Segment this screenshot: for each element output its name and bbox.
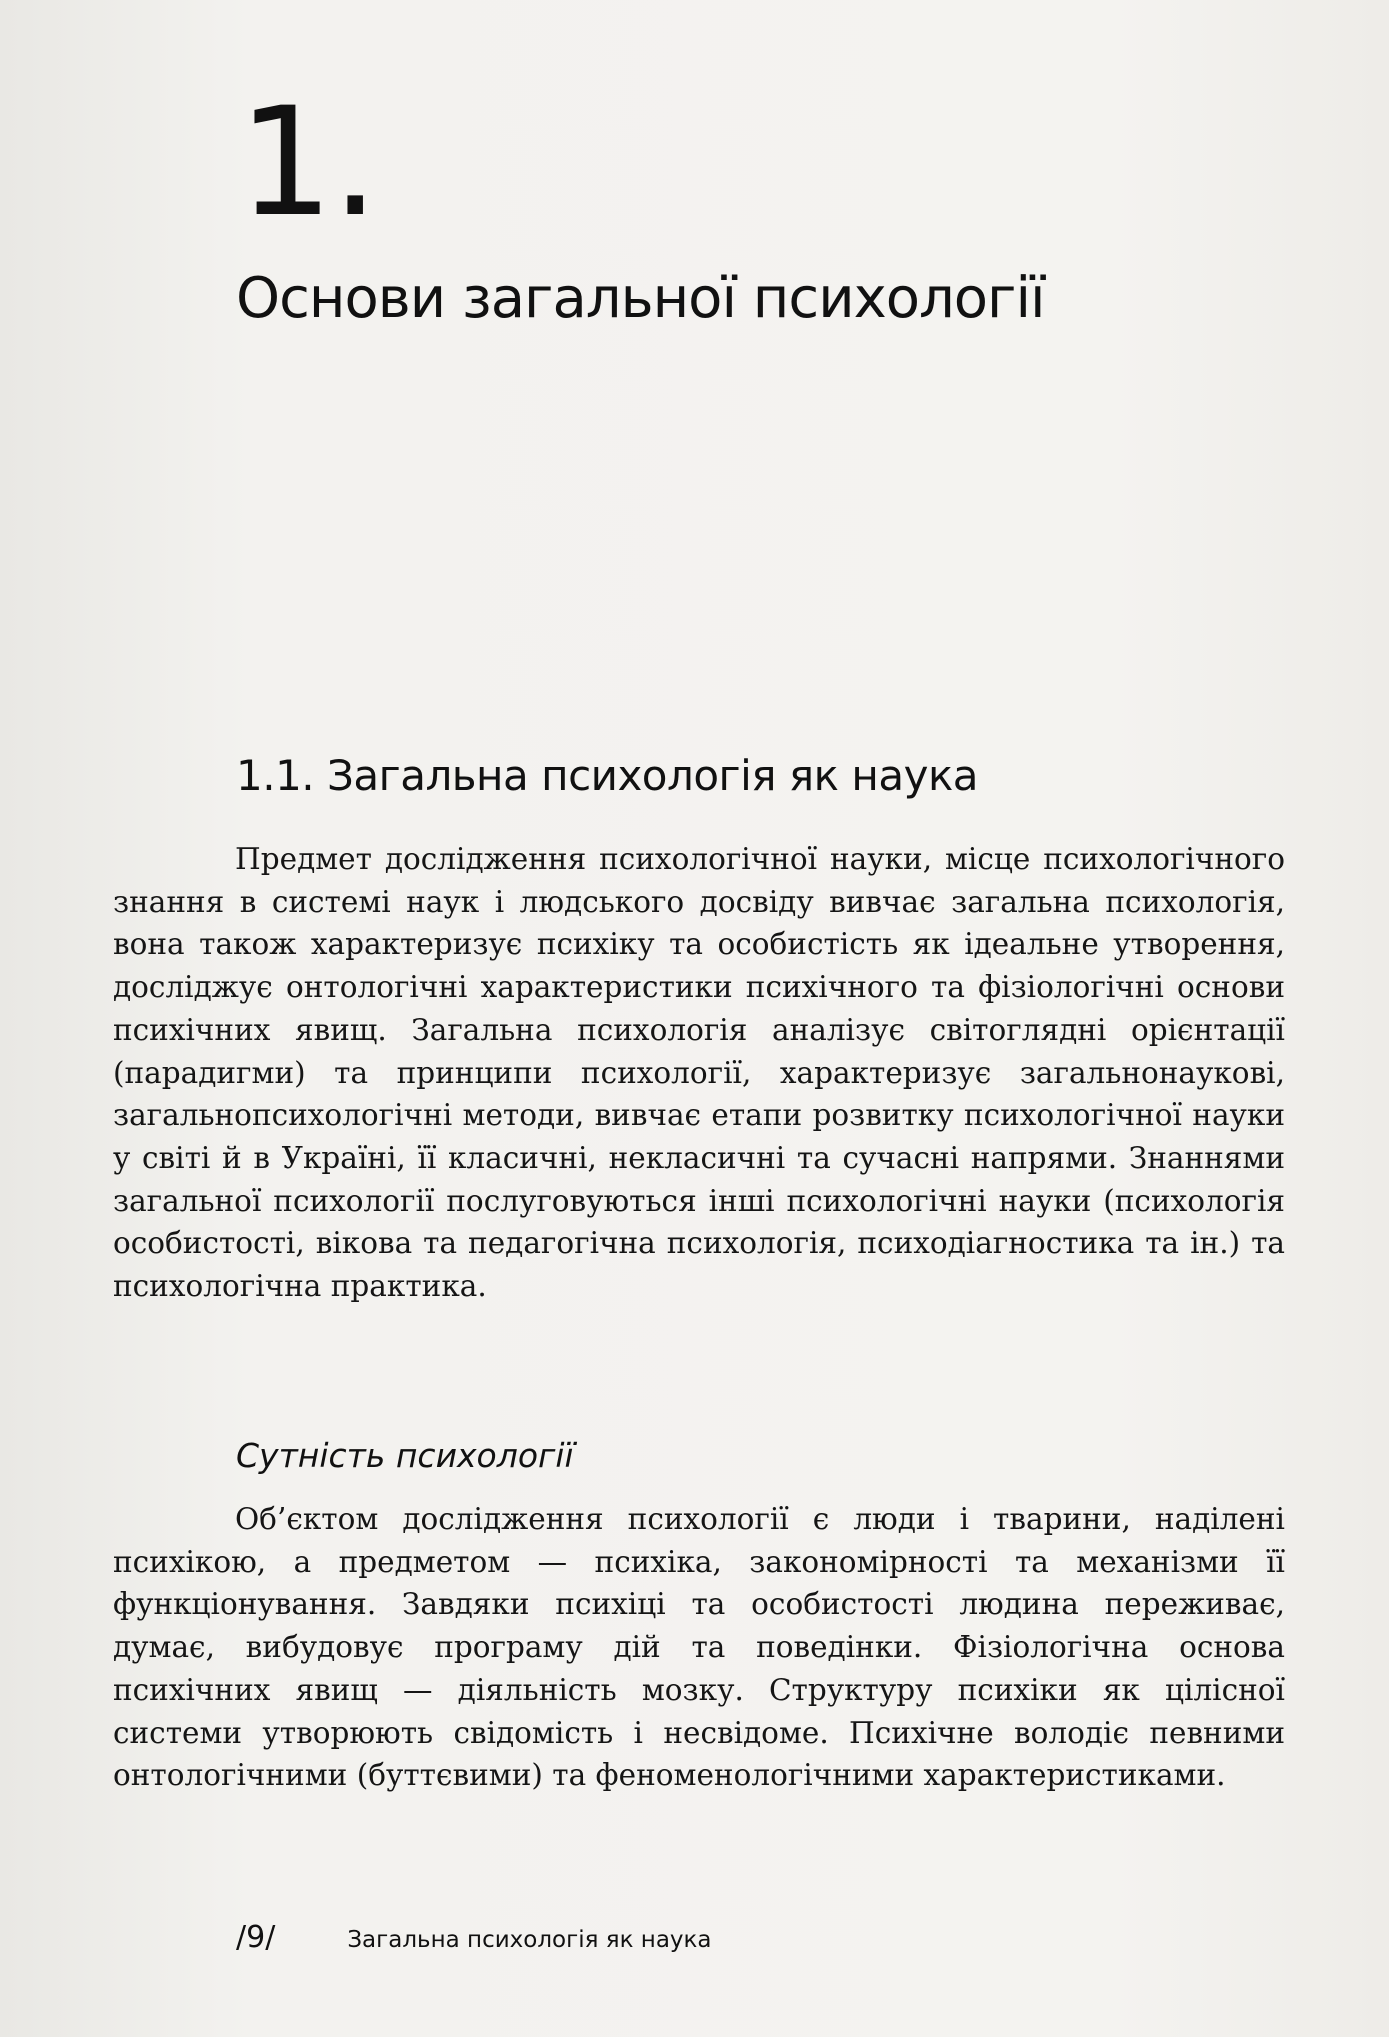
running-head: Загальна психологія як наука	[347, 1927, 712, 1953]
chapter-number: 1.	[238, 76, 378, 250]
section-title: 1.1. Загальна психологія як наука	[236, 751, 979, 800]
page-number: /9/	[236, 1920, 276, 1955]
chapter-title: Основи загальної психології	[236, 266, 1045, 331]
section-paragraph: Предмет дослідження психологічної науки, місце психологічного знання в системі наук і людського досвіду вивчає загальна психологія, вона також характеризує психіку та особистість як ідеальне утворення, досліджує онтологічні характеристики психічного та фізіологічні основи психічних явищ. Загальна психологія аналізує світоглядні орієнтації (парадигми) та принципи психології, характеризує загальнонаукові, загальнопсихологічні методи, вивчає етапи розвитку психологічної науки у світі й в Україні, її класичні, некласичні та сучасні напрями. Знаннями загальної психології послуговуються інші психологічні науки (психологія особистості, вікова та педагогічна психологія, психодіагностика та ін.) та психологічна практика.	[113, 842, 1285, 1304]
subsection-title: Сутність психології	[236, 1436, 574, 1475]
subsection-paragraph: Об’єктом дослідження психології є люди і тварини, наділені психікою, а предметом — психіка, закономірності та механізми її функціонування. Завдяки психіці та особистості людина переживає, думає, вибудовує програму дій та поведінки. Фізіологічна основа психічних явищ — діяльність мозку. Структуру психіки як цілісної системи утворюють свідомість і несвідоме. Психічне володіє певними онтологічними (буттєвими) та феноменологічними характеристиками.	[113, 1502, 1285, 1793]
page-footer	[236, 1920, 712, 1955]
